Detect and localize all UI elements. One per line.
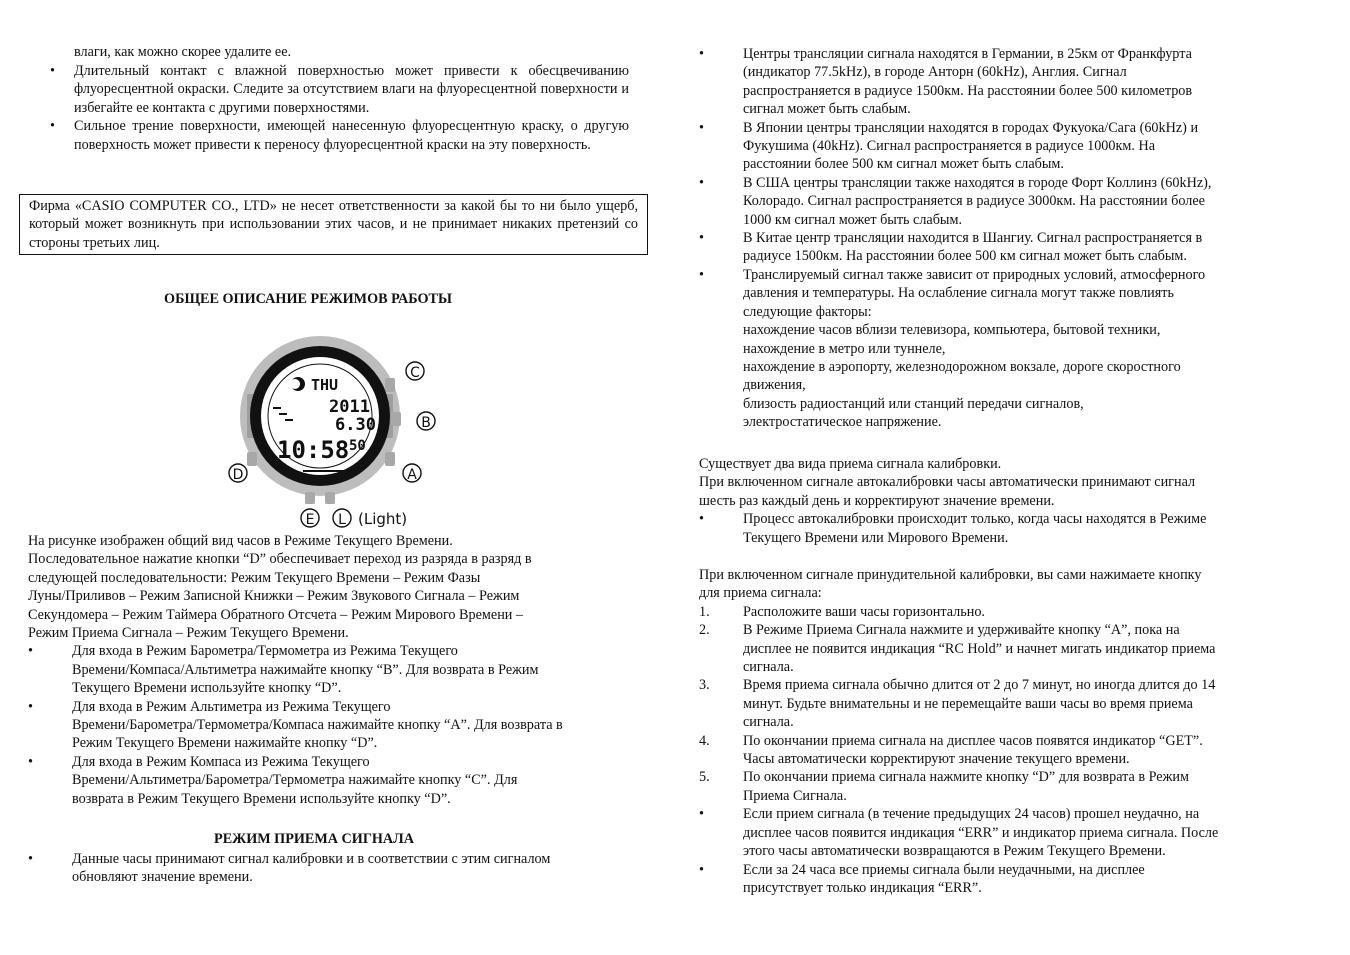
display-time: 10:58	[277, 436, 350, 464]
list-item: • Сильное трение поверхности, имеющей нанесенную флуоресцентную краску, о другую поверхность может привести к переносу флуоресцентной краски на эту поверхность.	[28, 117, 629, 154]
list-item: • Длительный контакт с влажной поверхностью может привести к обесцвечиванию флуоресцентной окраски. Следите за отсутствием влаги на флуоресцентной поверхности и избегайте ее контакта с другими поверхностями.	[28, 62, 629, 117]
button-a-label: A	[407, 467, 417, 483]
bullet-icon: •	[699, 266, 704, 283]
paragraph-line: Луны/Приливов – Режим Записной Книжки – Режим Звукового Сигнала – Режим	[28, 588, 520, 605]
list-item: • Если за 24 часа все приемы сигнала были неудачными, на дисплее присутствует только индикация “ERR”.	[699, 861, 1145, 896]
list-item: 4. По окончании приема сигнала на дисплее часов появятся индикатор “GET”. Часы автоматически корректируют значение текущего времени.	[699, 732, 1203, 768]
bullet-icon: •	[28, 698, 33, 715]
bullet-icon: •	[50, 118, 55, 135]
list-item: • Если прием сигнала (в течение предыдущих 24 часов) прошел неудачно, на дисплее часов появится индикация “ERR” и индикатор приема сигнала. После этого часы автоматически возвращаются в Режим Текущего Времени.	[699, 806, 1219, 860]
disclaimer-box: Фирма «CASIO COMPUTER CO., LTD» не несет ответственности за какой бы то ни было ущерб, который может возникнуть при использовании этих часов, и не принимает никаких претензий со стороны третьих лиц.	[19, 194, 648, 255]
section-heading: ОБЩЕЕ ОПИСАНИЕ РЕЖИМОВ РАБОТЫ	[164, 291, 452, 307]
bullet-icon: •	[28, 753, 33, 770]
paragraph-line: Последовательное нажатие кнопки “D” обеспечивает переход из разряда в разряд в	[28, 551, 532, 568]
list-item: 2. В Режиме Приема Сигнала нажмите и удерживайте кнопку “A”, пока на дисплее не появится индикация “RC Hold” и начнет мигать индикатор приема сигнала.	[699, 622, 1216, 676]
button-c-shape	[385, 378, 395, 392]
right-body	[699, 455, 1285, 547]
display-year: 2011	[329, 397, 370, 417]
list-item: • В Японии центры трансляции находятся в городах Фукуока/Сага (60kHz) и Фукушима (40kHz). Сигнал распространяется в радиусе 1000км. На расстоянии более 500 км сигнал может быть слабым.	[699, 119, 1199, 173]
list-item: • В США центры трансляции также находятся в городе Форт Коллинз (60kHz), Колорадо. Сигнал распространяется в радиусе 3000км. На расстоянии более 1000 км сигнал может быть слабым.	[699, 174, 1212, 228]
button-d-label: D	[232, 467, 244, 483]
button-a-shape	[385, 452, 395, 466]
bullet-icon: •	[28, 643, 33, 660]
button-b-label: B	[421, 415, 431, 431]
bullet-icon: •	[699, 119, 704, 136]
bullet-icon: •	[699, 230, 704, 247]
display-date: 6.30	[335, 415, 376, 435]
paragraph-line: Секундомера – Режим Таймера Обратного Отсчета – Режим Мирового Времени –	[28, 606, 524, 623]
paragraph-line: Существует два вида приема сигнала калибровки.	[699, 456, 1002, 472]
list-item: 1. Расположите ваши часы горизонтально.	[699, 603, 985, 620]
list-item: • Для входа в Режим Альтиметра из Режима Текущего Времени/Барометра/Термометра/Компаса нажимайте кнопку “A”. Для возврата в Режим Текущего Времени нажимайте кнопку “D”.	[28, 698, 563, 752]
bullet-icon: •	[50, 63, 55, 79]
button-e-label: E	[305, 512, 315, 528]
list-item: • Для входа в Режим Компаса из Режима Текущего Времени/Альтиметра/Барометра/Термометра нажимайте кнопку “C”. Для возврата в Режим Текущего Времени используйте кнопку “D”.	[28, 753, 518, 807]
paragraph-line: При включенном сигнале автокалибровки часы автоматически принимают сигнал	[699, 474, 1196, 491]
list-item: • Для входа в Режим Барометра/Термометра из Режима Текущего Времени/Компаса/Альтиметра нажимайте кнопку “B”. Для возврата в Режим Текущего Времени используйте кнопку “D”.	[28, 643, 539, 697]
paragraph-line: шесть раз каждый день и корректируют значение времени.	[699, 492, 1055, 509]
watch-illustration	[225, 334, 440, 532]
bullet-icon: •	[28, 851, 33, 867]
button-l-label: L	[338, 512, 346, 528]
paragraph-line: При включенном сигнале принудительной калибровки, вы сами нажимаете кнопку	[699, 567, 1202, 583]
section-heading: РЕЖИМ ПРИЕМА СИГНАЛА	[214, 831, 414, 847]
paragraph-line: для приема сигнала:	[699, 585, 822, 602]
bullet-icon: •	[699, 861, 704, 878]
left-last	[28, 850, 633, 887]
paragraph-line: На рисунке изображен общий вид часов в Режиме Текущего Времени.	[28, 533, 453, 549]
light-label: (Light)	[358, 510, 408, 528]
bullet-icon: •	[699, 174, 704, 191]
right-steps	[699, 566, 1285, 897]
bullet-icon: •	[699, 806, 704, 823]
button-d-shape	[247, 452, 257, 466]
top-bullet-list	[28, 62, 629, 154]
bullet-icon: •	[699, 511, 704, 528]
left-body	[28, 532, 633, 808]
display-seconds: 50	[349, 438, 366, 454]
right-column	[699, 45, 1285, 432]
list-item: 5. По окончании приема сигнала нажмите кнопку “D” для возврата в Режим Приема Сигнала.	[699, 769, 1189, 804]
list-item: • Данные часы принимают сигнал калибровки и в соответствии с этим сигналом обновляют значение времени.	[28, 851, 551, 886]
list-item: • Центры трансляции сигнала находятся в Германии, в 25км от Франкфурта (индикатор 77.5kHz), в городе Анторн (60kHz), Англия. Сигнал распространяется в радиусе 1500км. На расстоянии более 500 километров сигнал может быть слабым.	[699, 46, 1193, 118]
continued-line: влаги, как можно скорее удалите ее.	[74, 44, 292, 60]
button-b-shape	[391, 412, 401, 426]
list-item: • В Китае центр трансляции находится в Шангиу. Сигнал распространяется в радиусе 1500км. На расстоянии более 500 км сигнал может быть слабым.	[699, 230, 1203, 265]
paragraph-line: Режим Приема Сигнала – Режим Текущего Времени.	[28, 625, 349, 642]
bullet-icon: •	[699, 46, 704, 62]
display-day: THU	[311, 376, 339, 394]
list-item: • Транслируемый сигнал также зависит от природных условий, атмосферного давления и температуры. На ослабление сигнала могут также повлиять следующие факторы: нахождение часов вблизи телевизора, компьютера, бытовой техники, нахождение в метро или туннеле, нахождение в аэропорту, железнодорожном вокзале, дороге скоростного движения, близость радиостанций или станций передачи сигналов, электростатическое напряжение.	[699, 266, 1206, 431]
list-item: 3. Время приема сигнала обычно длится от 2 до 7 минут, но иногда длится до 14 минут. Будьте внимательны и не перемещайте ваши часы во время приема сигнала.	[699, 677, 1216, 731]
list-item: • Процесс автокалибровки происходит только, когда часы находятся в Режиме Текущего Времени или Мирового Времени.	[699, 511, 1207, 546]
paragraph-line: следующей последовательности: Режим Текущего Времени – Режим Фазы	[28, 569, 481, 586]
button-c-label: C	[410, 365, 420, 381]
